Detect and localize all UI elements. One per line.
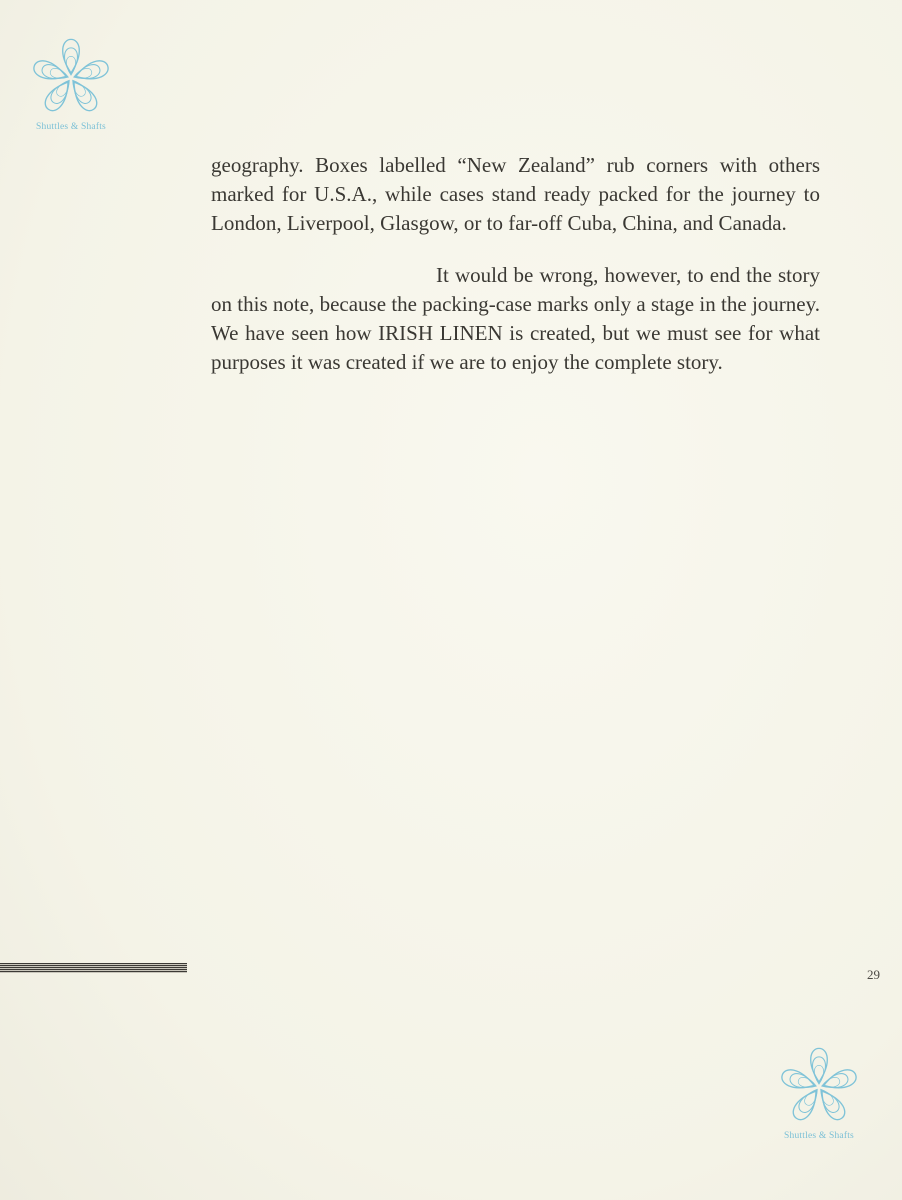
logo-caption: Shuttles & Shafts (36, 122, 106, 132)
paragraph: It would be wrong, however, to end the story on this note, because the packing-case marks only a stage in the journey. We have seen how IRISH LINEN is created, but we must see for what purposes it was created if we are to enjoy the complete story. (211, 263, 820, 374)
paragraph: geography. Boxes labelled “New Zealand” rub corners with others marked for U.S.A., while cases stand ready packed for the journey to London, Liverpool, Glasgow, or to far-off Cuba, China, and Canada. (211, 153, 820, 235)
shuttles-shafts-logo-bottom (772, 1045, 866, 1141)
shuttles-shafts-logo-top (24, 36, 118, 132)
page-number: 29 (867, 967, 880, 982)
logo-caption: Shuttles & Shafts (784, 1131, 854, 1141)
knot-logo-icon (29, 36, 113, 120)
body-text (211, 151, 820, 377)
decorative-rule (0, 963, 187, 973)
knot-logo-icon (777, 1045, 861, 1129)
